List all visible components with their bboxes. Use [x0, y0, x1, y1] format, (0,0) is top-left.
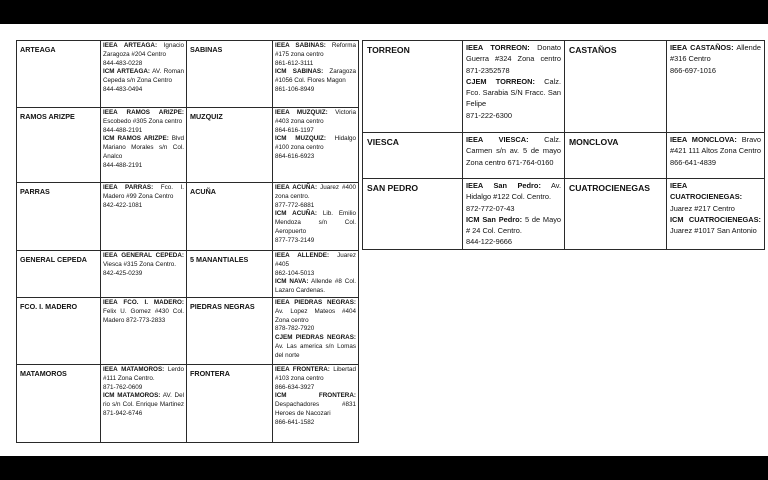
municipality-cell: 5 MANANTIALES — [187, 251, 273, 298]
office-label: ICM ACUÑA: — [275, 210, 317, 218]
office-info-cell — [101, 108, 187, 183]
table-row — [363, 41, 765, 133]
office-entry — [275, 392, 356, 427]
office-label: IEEA CASTAÑOS: — [670, 43, 734, 52]
office-entry — [275, 109, 356, 135]
municipality-cell: FRONTERA — [187, 364, 273, 442]
office-address: Av. Las america s/n Lomas del norte — [275, 342, 356, 359]
office-label: IEEA ALLENDE: — [275, 252, 330, 259]
office-info-cell — [463, 41, 565, 133]
office-phone: 864-616-6923 — [275, 152, 315, 160]
office-entry — [275, 42, 356, 68]
office-label: CJEM PIEDRAS NEGRAS: — [275, 334, 356, 342]
office-label: ICM CUATROCIENEGAS: — [670, 214, 761, 224]
office-label: ICM San Pedro: — [466, 214, 523, 224]
left-directory-body — [17, 41, 359, 443]
office-address: Felix U. Gomez #430 Col. Madero 872-773-2833 — [103, 307, 184, 324]
bottom-letterbox-bar — [0, 456, 768, 480]
municipality-cell: MUZQUIZ — [187, 108, 273, 183]
office-entry — [103, 184, 184, 210]
office-phone: 844-122-9666 — [466, 237, 513, 247]
municipality-cell: GENERAL CEPEDA — [17, 251, 101, 298]
office-phone: 844-488-2191 — [103, 126, 143, 134]
office-address: Allende #316 Centro — [670, 43, 761, 64]
office-entry — [466, 134, 561, 168]
office-address: Calz. Carmen s/n av. 5 de mayo Zona centro 671-764-0160 — [466, 135, 561, 167]
municipality-cell: MONCLOVA — [565, 133, 667, 179]
office-info-cell — [667, 41, 765, 133]
office-info-cell — [101, 183, 187, 251]
municipality-cell: RAMOS ARIZPE — [17, 108, 101, 183]
office-entry — [466, 76, 561, 121]
office-address: Donato Guerra #324 Zona centro 871-2352578 — [466, 43, 561, 75]
office-info-cell — [273, 297, 359, 364]
office-entry — [670, 180, 761, 214]
office-phone: 877-773-2149 — [275, 236, 315, 244]
office-address: Av. Lopez Mateos #404 Zona centro — [275, 307, 356, 324]
office-phone: 864-616-1197 — [275, 126, 314, 134]
office-label: ICM MUZQUIZ: — [275, 135, 326, 143]
office-phone: 861-612-3111 — [275, 59, 314, 67]
office-info-cell — [463, 179, 565, 250]
office-info-cell — [273, 251, 359, 298]
office-label: IEEA PARRAS: — [103, 184, 154, 191]
office-info-cell — [667, 179, 765, 250]
office-address: Juarez #1017 San Antonio — [670, 226, 757, 236]
office-phone: 872-772-07-43 — [466, 203, 515, 213]
office-entry — [275, 68, 356, 94]
office-address: 5 de Mayo # 24 Col. Centro. — [466, 214, 561, 236]
office-label: IEEA RAMOS ARIZPE: — [103, 109, 184, 116]
office-entry — [103, 392, 184, 418]
municipality-cell: PIEDRAS NEGRAS — [187, 297, 273, 364]
office-address: Calz. Fco. Sarabia S/N Fracc. San Felipe — [466, 76, 561, 109]
office-info-cell — [101, 297, 187, 364]
office-info-cell — [273, 108, 359, 183]
office-address: Victoria #403 zona centro — [275, 109, 356, 125]
municipality-cell: FCO. I. MADERO — [17, 297, 101, 364]
office-entry — [103, 42, 184, 68]
table-row — [363, 133, 765, 179]
office-phone: 871-222-6300 — [466, 110, 513, 120]
office-phone: 844-483-0494 — [103, 85, 143, 93]
office-address: Blvd Mariano Morales s/n Col. Analco — [103, 135, 184, 160]
office-phone: 866-697-1016 — [670, 65, 717, 75]
office-entry — [103, 299, 184, 325]
office-address: Allende #8 Col. Lazaro Cardenas. — [275, 278, 356, 295]
top-letterbox-bar — [0, 0, 768, 24]
right-directory-body — [363, 41, 765, 250]
office-address: Lerdo #111 Zona Centro. — [103, 365, 184, 382]
office-address: Hidalgo #100 zona centro — [275, 135, 356, 152]
office-info-cell — [273, 41, 359, 108]
office-address: Juarez #400 zona centro. — [275, 184, 356, 200]
municipality-cell: VIESCA — [363, 133, 463, 179]
office-label: IEEA PIEDRAS NEGRAS: — [275, 298, 356, 306]
office-phone: 842-425-0239 — [103, 269, 143, 277]
office-phone: 862-104-5013 — [275, 269, 315, 277]
office-address: AV. Del rio s/n Col. Enrique Martinez 871-942-6746 — [103, 392, 184, 417]
office-entry — [670, 214, 761, 237]
office-label: IEEA FRONTERA: — [275, 365, 330, 373]
office-entry — [275, 299, 356, 334]
office-label: IEEA ACUÑA: — [275, 184, 318, 191]
office-address: Libertad #103 zona centro — [275, 365, 356, 382]
office-phone: 866-641-4839 — [670, 157, 717, 167]
office-info-cell — [667, 133, 765, 179]
office-phone: 878-782-7920 — [275, 325, 315, 333]
municipality-cell: PARRAS — [17, 183, 101, 251]
office-info-cell — [101, 251, 187, 298]
table-row — [17, 183, 359, 251]
office-entry — [103, 68, 184, 94]
office-address: AV. Roman Cepeda s/n Zona Centro — [103, 68, 185, 85]
office-label: IEEA San Pedro: — [466, 181, 541, 190]
office-address: Despachadores #831 Heroes de Nacozari — [275, 401, 356, 417]
office-label: IEEA TORREON: — [466, 43, 530, 52]
office-entry — [275, 366, 356, 392]
office-phone: 844-483-0228 — [103, 59, 143, 67]
office-label: ICM FRONTERA: — [275, 392, 356, 400]
office-phone: 877-772-6881 — [275, 201, 315, 209]
office-label: IEEA FCO. I. MADERO: — [103, 298, 184, 306]
office-entry — [275, 210, 356, 245]
office-address: Lib. Emilio Mendoza s/n Col. Aeropuerto — [275, 210, 357, 235]
table-row — [363, 179, 765, 250]
table-row — [17, 251, 359, 298]
municipality-cell: ACUÑA — [187, 183, 273, 251]
municipality-cell: CUATROCIENEGAS — [565, 179, 667, 250]
office-address: Reforma #175 zona centro — [275, 42, 356, 58]
table-row — [17, 108, 359, 183]
office-label: ICM MATAMOROS: — [103, 392, 161, 400]
office-entry — [275, 135, 356, 161]
office-label: IEEA MUZQUIZ: — [275, 109, 328, 116]
office-phone: 866-641-1582 — [275, 418, 315, 426]
municipality-cell: CASTAÑOS — [565, 41, 667, 133]
office-phone: 866-634-3927 — [275, 383, 315, 391]
office-info-cell — [101, 364, 187, 442]
office-entry — [670, 134, 761, 168]
table-row — [17, 297, 359, 364]
office-address: Juarez #217 Centro — [670, 203, 735, 213]
right-directory-table — [362, 40, 765, 250]
office-address: Fco. I. Madero #99 Zona Centro — [103, 184, 184, 200]
office-phone: 871-762-0609 — [103, 383, 143, 391]
office-entry — [103, 135, 184, 170]
table-row — [17, 364, 359, 442]
office-entry — [466, 214, 561, 248]
office-label: ICM NAVA: — [275, 278, 309, 286]
office-label: IEEA MATAMOROS: — [103, 365, 165, 373]
municipality-cell: SAN PEDRO — [363, 179, 463, 250]
office-address: Zaragoza #1056 Col. Flores Magon — [275, 68, 356, 85]
table-row — [17, 41, 359, 108]
municipality-cell: ARTEAGA — [17, 41, 101, 108]
office-entry — [275, 184, 356, 210]
office-label: IEEA MONCLOVA: — [670, 135, 737, 144]
office-address: Av. Hidalgo #122 Col. Centro. — [466, 181, 561, 202]
office-label: ICM RAMOS ARIZPE: — [103, 135, 169, 143]
office-label: IEEA ARTEAGA: — [103, 42, 158, 49]
office-entry — [275, 252, 356, 278]
office-entry — [275, 334, 356, 360]
office-phone: 842-422-1081 — [103, 201, 143, 209]
office-phone: 861-106-8949 — [275, 85, 315, 93]
office-entry — [103, 252, 184, 278]
office-entry — [466, 180, 561, 214]
municipality-cell: TORREON — [363, 41, 463, 133]
office-entry — [670, 42, 761, 76]
office-info-cell — [463, 133, 565, 179]
office-address: Bravo #421 111 Altos Zona Centro — [670, 135, 761, 156]
municipality-cell: MATAMOROS — [17, 364, 101, 442]
office-entry — [103, 109, 184, 135]
office-entry — [103, 366, 184, 392]
office-entry — [466, 42, 561, 76]
office-label: ICM ARTEAGA: — [103, 68, 151, 76]
office-address: Viesca #315 Zona Centro. — [103, 260, 177, 268]
office-address: Escobedo #305 Zona centro — [103, 117, 183, 125]
office-label: IEEA VIESCA: — [466, 135, 529, 144]
office-label: IEEA GENERAL CEPEDA: — [103, 252, 184, 259]
office-address: Juarez #405 — [275, 252, 356, 268]
office-address: Ignacio Zaragoza #204 Centro — [103, 42, 184, 58]
office-label: IEEA CUATROCIENEGAS: — [670, 181, 743, 202]
left-directory-table — [16, 40, 359, 443]
office-info-cell — [273, 183, 359, 251]
office-label: ICM SABINAS: — [275, 68, 324, 76]
municipality-cell: SABINAS — [187, 41, 273, 108]
office-info-cell — [273, 364, 359, 442]
office-phone: 844-488-2191 — [103, 161, 143, 169]
office-label: IEEA SABINAS: — [275, 42, 326, 49]
office-entry — [275, 278, 356, 296]
office-info-cell — [101, 41, 187, 108]
office-label: CJEM TORREON: — [466, 76, 535, 86]
